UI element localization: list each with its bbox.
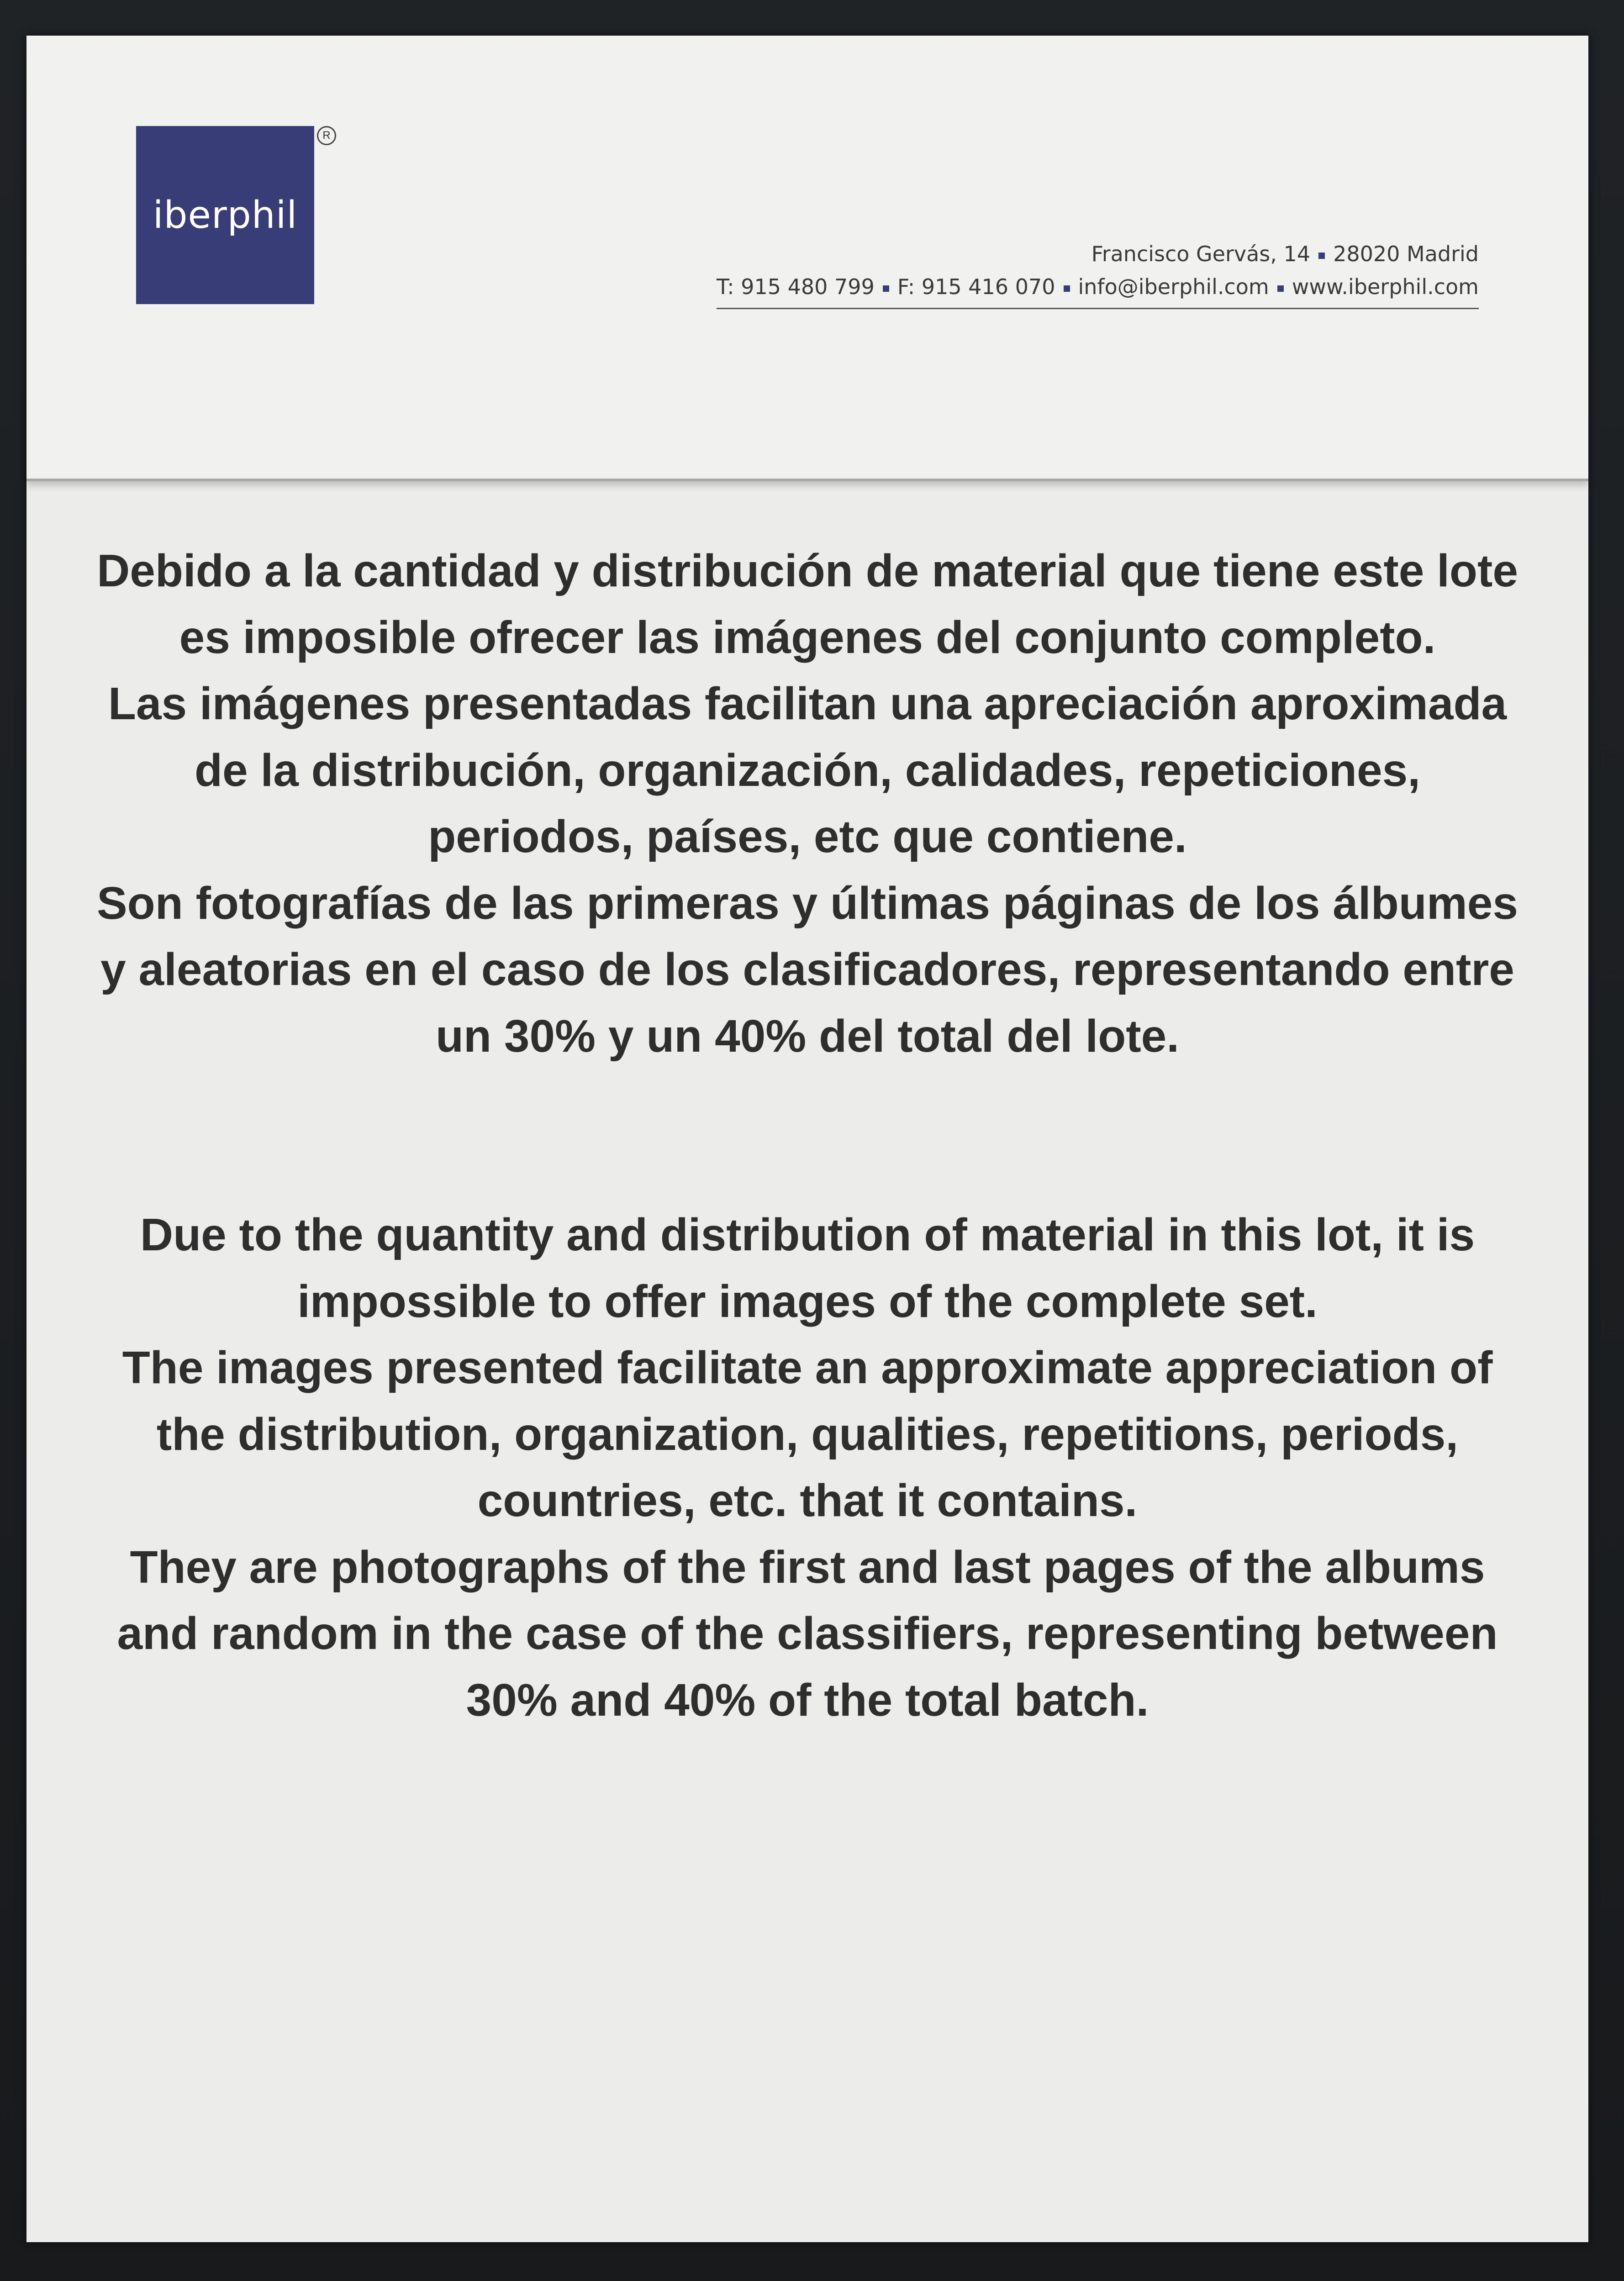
contact-details xyxy=(717,270,1479,309)
street-address xyxy=(717,237,1479,270)
contact-block xyxy=(717,237,1479,309)
letterhead xyxy=(26,36,1588,481)
english-paragraph-3: They are photographs of the first and last pages of the albums and random in the case of the classifiers, representing between 30% and 40% of the total batch. xyxy=(117,1541,1498,1726)
registered-mark-icon: R xyxy=(317,126,336,145)
section-spacer xyxy=(95,1069,1520,1202)
phone: T: 915 480 799 xyxy=(717,274,875,299)
separator-square-icon xyxy=(1318,253,1325,259)
spanish-paragraph-1: Debido a la cantidad y distribución de material que tiene este lote es imposible ofrecer las imágenes del conjunto completo. xyxy=(97,545,1518,663)
email: info@iberphil.com xyxy=(1078,274,1269,299)
street: Francisco Gervás, 14 xyxy=(1091,242,1311,266)
notice-body xyxy=(95,538,1520,1733)
english-paragraph-2: The images presented facilitate an approximate appreciation of the distribution, organization, qualities, repetitions, periods, countries, etc. that it contains. xyxy=(122,1342,1493,1526)
separator-square-icon xyxy=(1277,285,1284,292)
logo-text: iberphil xyxy=(153,193,298,237)
separator-square-icon xyxy=(883,285,889,292)
spanish-paragraph-2: Las imágenes presentadas facilitan una apreciación aproximada de la distribución, organización, calidades, repeticiones, periodos, países, etc que contiene. xyxy=(108,678,1507,862)
spanish-paragraph-3: Son fotografías de las primeras y últimas páginas de los álbumes y aleatorias en el caso de los clasificadores, representando entre un 30% y un 40% del total del lote. xyxy=(96,877,1519,1062)
website: www.iberphil.com xyxy=(1292,274,1479,299)
english-paragraph-1: Due to the quantity and distribution of material in this lot, it is impossible to offer images of the complete set. xyxy=(140,1209,1475,1327)
paper-sheet xyxy=(26,36,1588,2242)
separator-square-icon xyxy=(1064,285,1070,292)
postal-city: 28020 Madrid xyxy=(1333,242,1479,266)
iberphil-logo xyxy=(136,126,314,304)
fax: F: 915 416 070 xyxy=(897,274,1055,299)
